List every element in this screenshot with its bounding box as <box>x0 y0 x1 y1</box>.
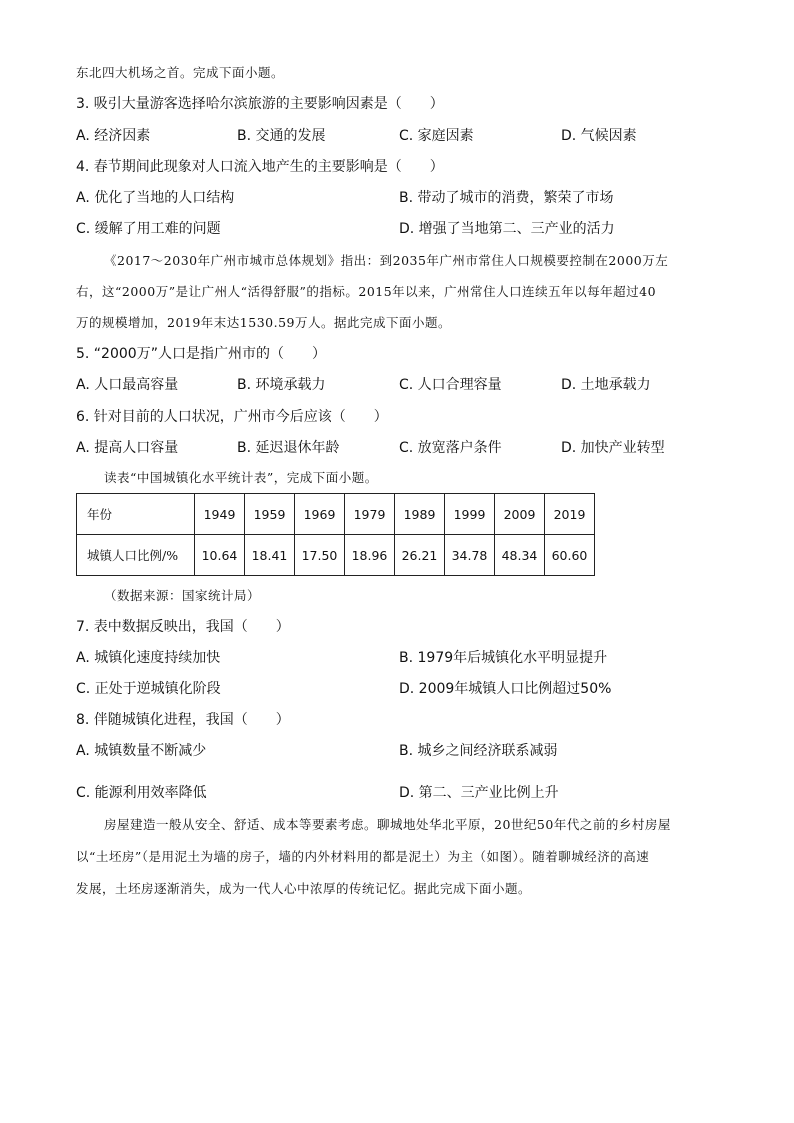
question-7-option-c[interactable]: C. 正处于逆城镇化阶段 <box>76 681 221 697</box>
question-6-option-a[interactable]: A. 提高人口容量 <box>76 440 179 456</box>
table-header-year: 年份 <box>77 494 195 535</box>
table-cell-year: 2019 <box>545 494 595 535</box>
table-row-urban-ratio <box>77 535 595 576</box>
table-header-urban-ratio: 城镇人口比例/% <box>77 535 195 576</box>
question-6-stem: 6. 针对目前的人口状况，广州市今后应该（ ） <box>76 409 388 425</box>
question-7-option-b[interactable]: B. 1979年后城镇化水平明显提升 <box>399 650 608 666</box>
passage-guangzhou-line-1: 《2017～2030年广州市城市总体规划》指出：到2035年广州市常住人口规模要控制在2000万左 <box>104 253 669 268</box>
question-7-option-d[interactable]: D. 2009年城镇人口比例超过50% <box>399 681 612 697</box>
question-8-option-d[interactable]: D. 第二、三产业比例上升 <box>399 785 559 801</box>
table-cell-value: 17.50 <box>295 535 345 576</box>
question-8-option-a[interactable]: A. 城镇数量不断减少 <box>76 743 207 759</box>
question-7-option-a[interactable]: A. 城镇化速度持续加快 <box>76 650 221 666</box>
table-source: （数据来源：国家统计局） <box>104 588 261 603</box>
question-8-option-c[interactable]: C. 能源利用效率降低 <box>76 785 207 801</box>
question-5-option-b[interactable]: B. 环境承载力 <box>237 377 326 393</box>
passage-liaocheng-line-2: 以“土坯房”（是用泥土为墙的房子，墙的内外材料用的都是泥土）为主（如图）。随着聊城经济的高速 <box>76 849 650 864</box>
urbanization-table <box>76 493 595 576</box>
table-cell-year: 1949 <box>195 494 245 535</box>
question-4-option-d[interactable]: D. 增强了当地第二、三产业的活力 <box>399 221 615 237</box>
table-cell-year: 1979 <box>345 494 395 535</box>
table-cell-value: 10.64 <box>195 535 245 576</box>
question-6-option-c[interactable]: C. 放宽落户条件 <box>399 440 502 456</box>
table-cell-value: 26.21 <box>395 535 445 576</box>
table-cell-year: 2009 <box>495 494 545 535</box>
table-cell-year: 1969 <box>295 494 345 535</box>
question-7-stem: 7. 表中数据反映出，我国（ ） <box>76 619 290 635</box>
table-cell-value: 18.41 <box>245 535 295 576</box>
question-3-option-d[interactable]: D. 气候因素 <box>561 128 637 144</box>
question-5-option-a[interactable]: A. 人口最高容量 <box>76 377 179 393</box>
passage-liaocheng-line-3: 发展，土坯房逐渐消失，成为一代人心中浓厚的传统记忆。据此完成下面小题。 <box>76 881 532 896</box>
question-6-option-d[interactable]: D. 加快产业转型 <box>561 440 665 456</box>
question-8-stem: 8. 伴随城镇化进程，我国（ ） <box>76 712 290 728</box>
table-cell-value: 60.60 <box>545 535 595 576</box>
question-4-option-c[interactable]: C. 缓解了用工难的问题 <box>76 221 221 237</box>
table-intro: 读表“中国城镇化水平统计表”，完成下面小题。 <box>104 470 378 485</box>
table-row-years <box>77 494 595 535</box>
table-cell-value: 48.34 <box>495 535 545 576</box>
table-cell-value: 34.78 <box>445 535 495 576</box>
table-cell-year: 1989 <box>395 494 445 535</box>
question-4-option-a[interactable]: A. 优化了当地的人口结构 <box>76 190 235 206</box>
question-8-option-b[interactable]: B. 城乡之间经济联系减弱 <box>399 743 558 759</box>
table-cell-value: 18.96 <box>345 535 395 576</box>
passage-liaocheng-line-1: 房屋建造一般从安全、舒适、成本等要素考虑。聊城地处华北平原，20世纪50年代之前的乡村房屋 <box>104 817 671 832</box>
question-3-stem: 3. 吸引大量游客选择哈尔滨旅游的主要影响因素是（ ） <box>76 96 444 112</box>
question-4-stem: 4. 春节期间此现象对人口流入地产生的主要影响是（ ） <box>76 159 444 175</box>
question-4-option-b[interactable]: B. 带动了城市的消费，繁荣了市场 <box>399 190 614 206</box>
intro-tail: 东北四大机场之首。完成下面小题。 <box>76 65 285 80</box>
passage-guangzhou-line-3: 万的规模增加，2019年末达1530.59万人。据此完成下面小题。 <box>76 315 452 330</box>
table-cell-year: 1999 <box>445 494 495 535</box>
question-5-stem: 5. “2000万”人口是指广州市的（ ） <box>76 346 326 362</box>
question-3-option-c[interactable]: C. 家庭因素 <box>399 128 474 144</box>
question-5-option-c[interactable]: C. 人口合理容量 <box>399 377 502 393</box>
passage-guangzhou-line-2: 右，这“2000万”是让广州人“活得舒服”的指标。2015年以来，广州常住人口连续五年以每年超过40 <box>76 284 657 299</box>
question-3-option-a[interactable]: A. 经济因素 <box>76 128 151 144</box>
question-3-option-b[interactable]: B. 交通的发展 <box>237 128 326 144</box>
table-cell-year: 1959 <box>245 494 295 535</box>
question-5-option-d[interactable]: D. 土地承载力 <box>561 377 651 393</box>
question-6-option-b[interactable]: B. 延迟退休年龄 <box>237 440 340 456</box>
